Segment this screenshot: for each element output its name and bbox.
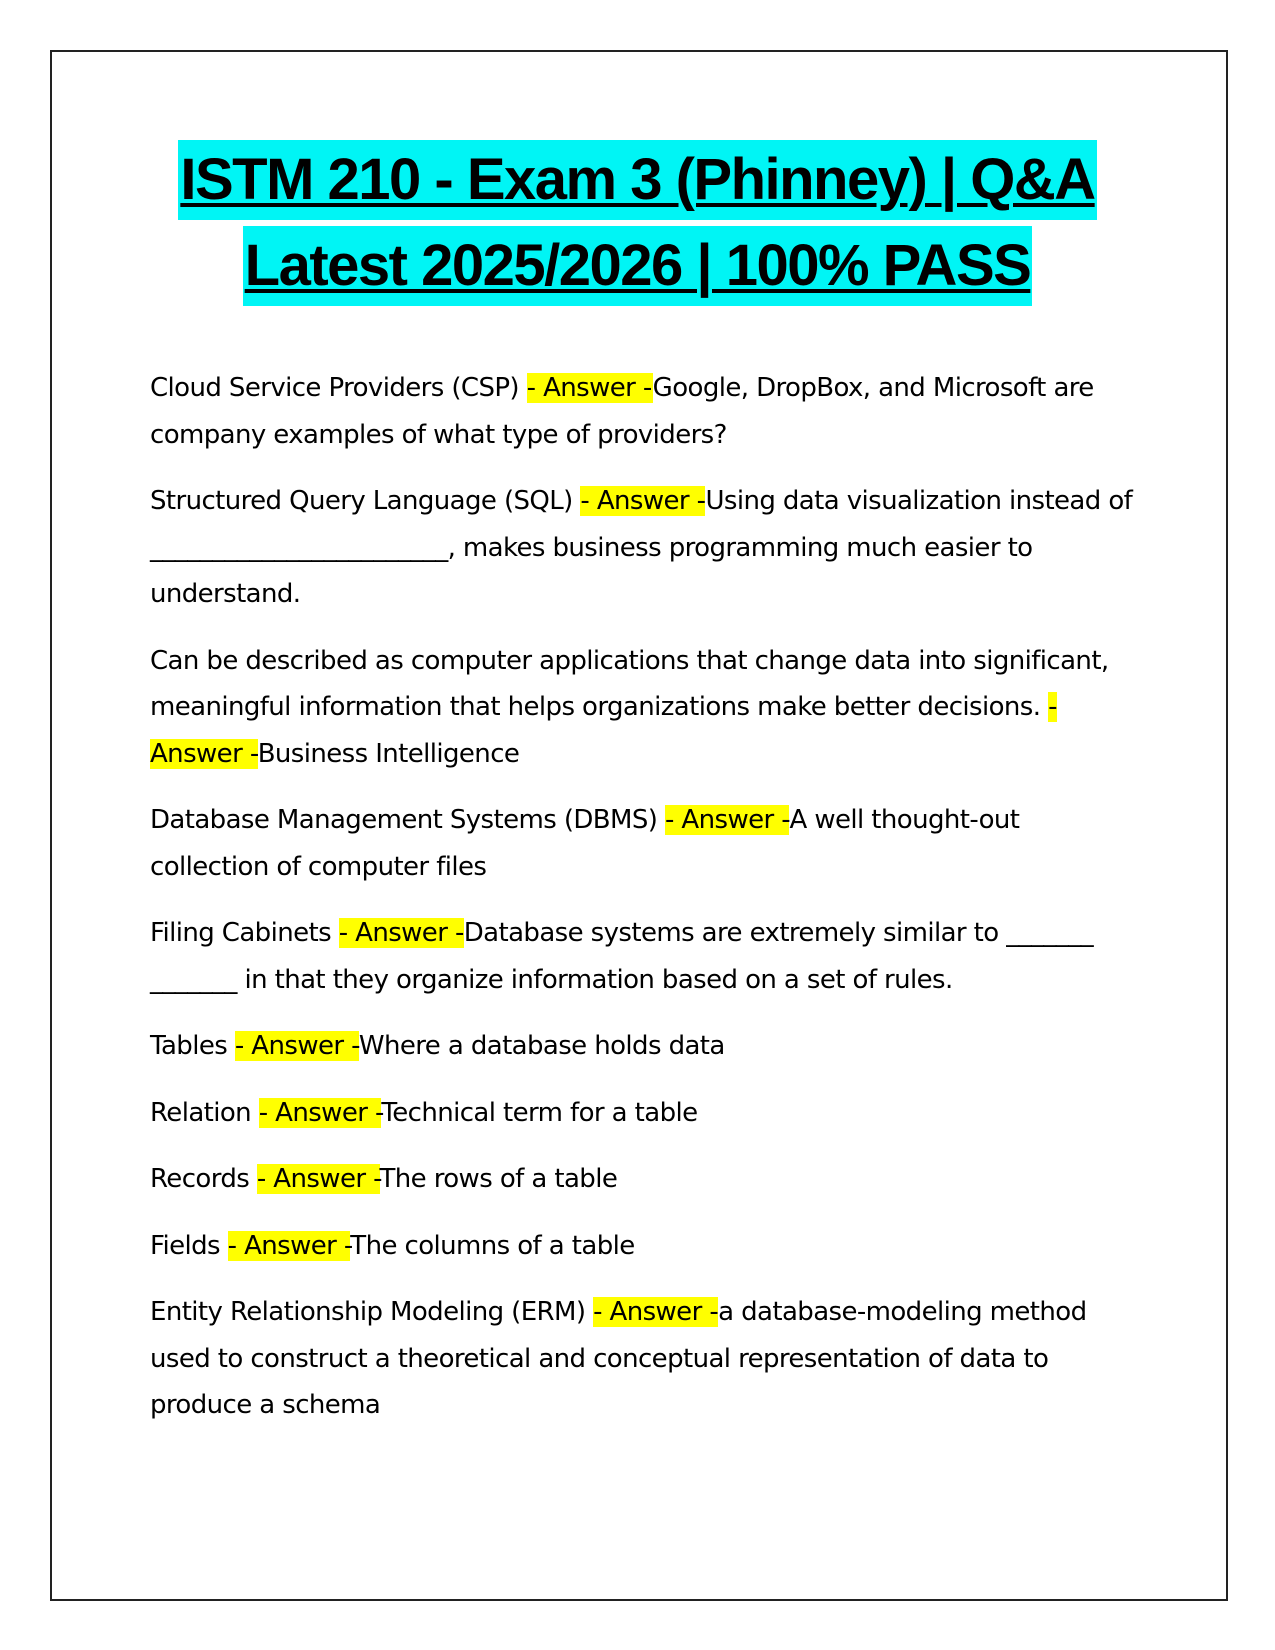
qa-text-after: A well thought-out collection of computer files [150, 805, 1020, 882]
qa-item [150, 1289, 1140, 1429]
qa-text-before: Can be described as computer applications that change data into significant, meaningful information that helps organizations make better decisions. [150, 645, 1109, 722]
qa-text-after: Business Intelligence [257, 738, 520, 769]
qa-text-after: Technical term for a table [381, 1097, 698, 1128]
qa-text-before: Records [150, 1164, 257, 1194]
answer-marker: - Answer - [338, 918, 464, 948]
qa-item [150, 1023, 1140, 1070]
qa-text-after: The rows of a table [379, 1164, 618, 1194]
title-line-1: ISTM 210 - Exam 3 (Phinney) | Q&A [178, 140, 1096, 220]
qa-text-after: Using data visualization instead of ________________________, makes business programming much easier to understand. [150, 486, 1133, 609]
answer-marker: - Answer - [227, 1230, 351, 1261]
qa-text-after: The columns of a table [350, 1230, 635, 1261]
qa-text-before: Structured Query Language (SQL) [150, 486, 581, 516]
qa-item [150, 1223, 1140, 1270]
qa-item [150, 797, 1140, 890]
answer-marker: - Answer - [256, 1164, 380, 1194]
qa-text-after: Google, DropBox, and Microsoft are company examples of what type of providers? [150, 373, 1094, 450]
qa-item [150, 1090, 1140, 1137]
qa-text-before: Database Management Systems (DBMS) [150, 805, 665, 835]
qa-text-before: Filing Cabinets [150, 918, 339, 948]
qa-item [150, 1156, 1140, 1203]
answer-marker: - Answer - [593, 1297, 719, 1327]
qa-list [150, 365, 1140, 1449]
qa-item [150, 365, 1140, 458]
qa-item [150, 910, 1140, 1003]
qa-text-before: Cloud Service Providers (CSP) [150, 373, 527, 403]
qa-text-before: Fields [150, 1230, 228, 1261]
answer-marker: - Answer - [526, 373, 653, 403]
answer-marker: - Answer - [664, 805, 790, 835]
title-line-2: Latest 2025/2026 | 100% PASS [243, 226, 1033, 306]
qa-text-before: Entity Relationship Modeling (ERM) [150, 1297, 594, 1327]
answer-marker: - Answer - [234, 1031, 359, 1061]
document-title [60, 140, 1215, 312]
answer-marker: - Answer - [258, 1097, 382, 1128]
qa-text-after: a database-modeling method used to construct a theoretical and conceptual representation of data to produce a schema [150, 1297, 1087, 1420]
answer-marker: - Answer - [580, 486, 706, 516]
qa-item [150, 638, 1140, 778]
qa-item [150, 478, 1140, 618]
qa-text-before: Tables [150, 1031, 235, 1061]
answer-marker: - Answer - [150, 692, 1057, 769]
qa-text-after: Database systems are extremely similar to _______ _______ in that they organize information based on a set of rules. [150, 918, 1094, 995]
qa-text-before: Relation [150, 1097, 259, 1128]
qa-text-after: Where a database holds data [358, 1031, 725, 1061]
